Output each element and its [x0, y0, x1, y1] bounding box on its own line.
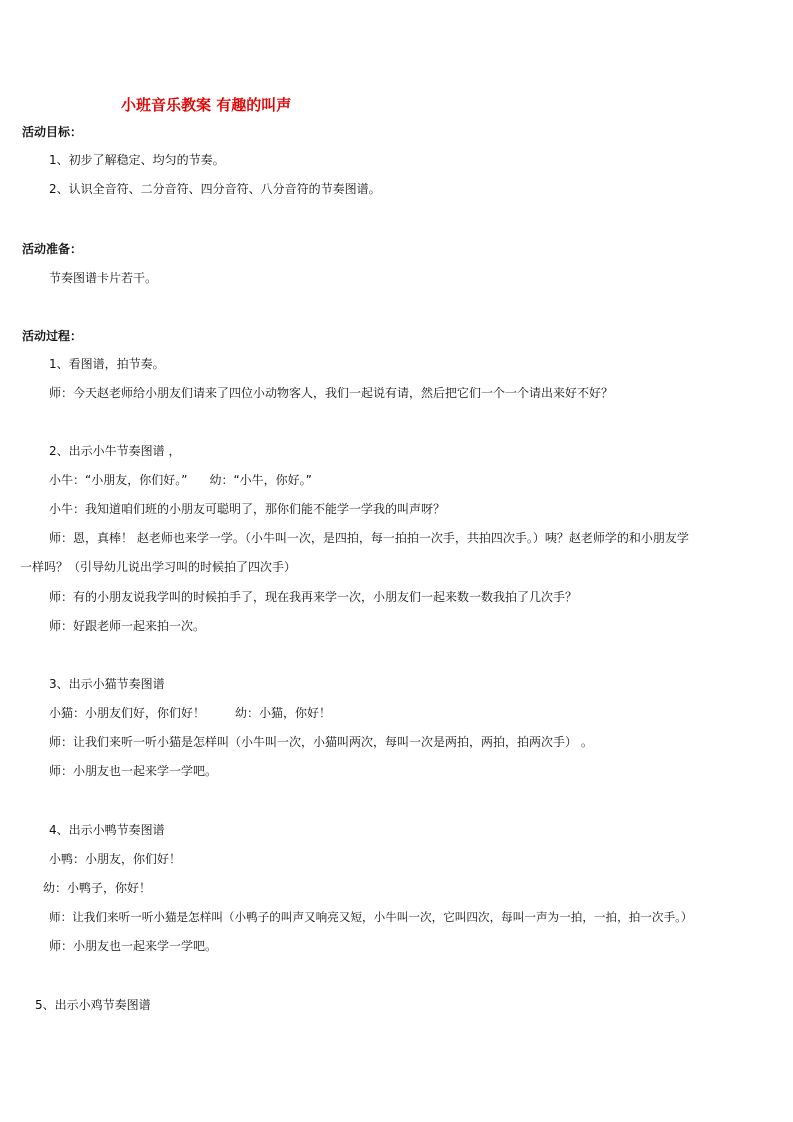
step-title: 2、出示小牛节奏图谱 ，: [49, 444, 181, 458]
step-title: 3、出示小猫节奏图谱: [49, 677, 165, 691]
dialog-line: [49, 705, 331, 721]
teacher-line: 师：好跟老师一起来拍一次。: [49, 619, 206, 633]
duck-line: 小鸭：小朋友，你们好！: [49, 852, 182, 866]
dialog-line: [49, 472, 312, 488]
process-heading: 活动过程：: [22, 329, 83, 343]
teacher-line: 师：小朋友也一起来学一学吧。: [49, 764, 218, 778]
cow-greeting: 小牛：“小朋友，你们好。”: [49, 473, 188, 487]
kid-reply: 幼：“小牛，你好。”: [209, 473, 312, 487]
goals-heading: 活动目标：: [22, 125, 83, 139]
step-title: 1、看图谱，拍节奏。: [49, 357, 165, 371]
teacher-line: 师：让我们来听一听小猫是怎样叫（小鸭子的叫声又响亮又短，小牛叫一次，它叫四次，每叫一声为一拍，一拍，拍一次手。）: [49, 910, 693, 924]
kid-reply: 幼：小猫，你好！: [235, 706, 332, 720]
step-title: 4、出示小鸭节奏图谱: [49, 823, 165, 837]
teacher-line: 师：今天赵老师给小朋友们请来了四位小动物客人，我们一起说有请，然后把它们一个一个请出来好不好？: [49, 386, 614, 400]
teacher-line: 师：有的小朋友说我学叫的时候拍手了，现在我再来学一次，小朋友们一起来数一数我拍了几次手？: [49, 590, 578, 604]
teacher-line: 师：小朋友也一起来学一学吧。: [49, 939, 218, 953]
teacher-line: 师：让我们来听一听小猫是怎样叫（小牛叫一次，小猫叫两次，每叫一次是两拍，两拍，拍两次手） 。: [49, 735, 593, 749]
cow-line: 小牛：我知道咱们班的小朋友可聪明了，那你们能不能学一学我的叫声呀？: [49, 502, 446, 516]
cat-greeting: 小猫：小朋友们好，你们好！: [49, 706, 206, 720]
step-title: 5、出示小鸡节奏图谱: [35, 998, 151, 1012]
kid-line: 幼：小鸭子，你好！: [43, 881, 152, 895]
goal-item: 2、认识全音符、二分音符、四分音符、八分音符的节奏图谱。: [49, 182, 381, 196]
page-title: 小班音乐教案 有趣的叫声: [121, 96, 292, 114]
teacher-line-cont: 一样吗？（引导幼儿说出学习叫的时候拍了四次手）: [20, 560, 297, 574]
prep-text: 节奏图谱卡片若干。: [49, 271, 158, 285]
goal-item: 1、初步了解稳定、均匀的节奏。: [49, 153, 225, 167]
prep-heading: 活动准备：: [22, 242, 83, 256]
teacher-line: 师：恩，真棒！ 赵老师也来学一学。（小牛叫一次，是四拍，每一拍拍一次手，共拍四次手。）咦？赵老师学的和小朋友学: [49, 531, 689, 545]
